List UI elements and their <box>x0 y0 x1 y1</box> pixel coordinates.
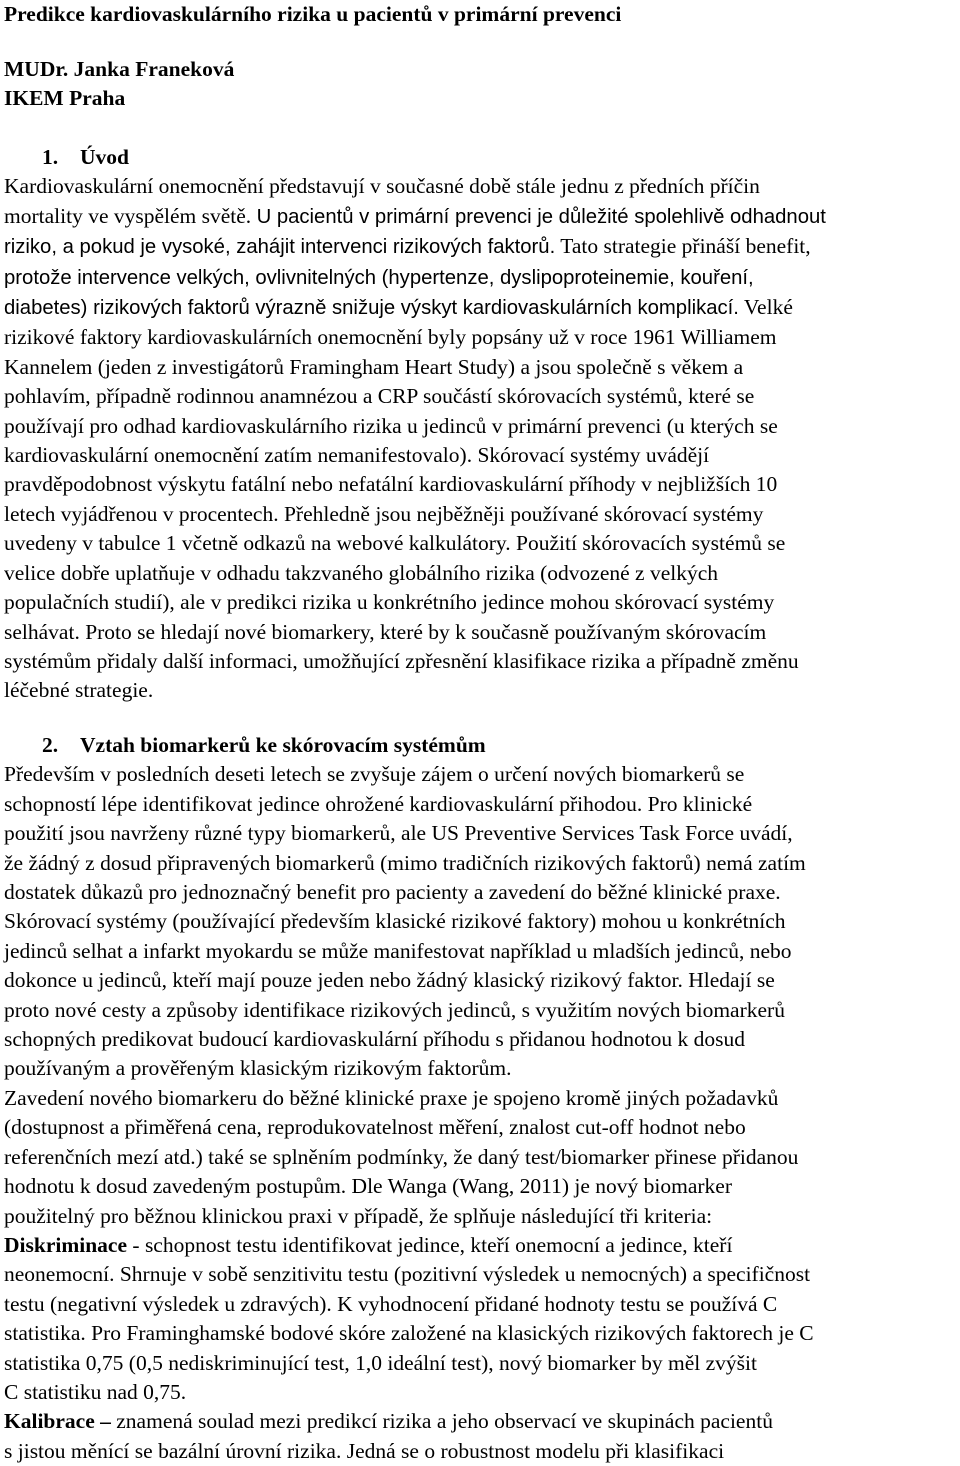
text-line <box>4 529 952 558</box>
text-line <box>4 878 952 907</box>
text-line <box>4 263 952 293</box>
section-1-heading <box>4 143 952 172</box>
text-line <box>4 1407 952 1436</box>
text-run: schopných predikovat budoucí kardiovaskulární příhodu s přidanou hodnotou k dosud <box>4 1027 746 1052</box>
text-run: (dostupnost a přiměřená cena, reprodukovatelnost měření, znalost cut-off hodnot nebo <box>4 1115 746 1140</box>
text-run: proto nové cesty a způsoby identifikace rizikových jedinců, s využitím nových biomarkerů <box>4 997 785 1022</box>
text-run: systémům přidaly další informaci, umožňující zpřesnění klasifikace rizika a případně změnu <box>4 648 799 673</box>
text-line <box>4 907 952 936</box>
text-run: Skórovací systémy (používající především klasické rizikové faktory) mohou u konkrétních <box>4 909 786 934</box>
text-line <box>4 819 952 848</box>
text-run: C statistiku nad 0,75. <box>4 1379 187 1404</box>
author-institution: IKEM Praha <box>4 86 126 111</box>
section-2-body <box>4 760 952 1466</box>
text-run: použitelný pro běžnou klinickou praxi v případě, že splňuje následující tři kriteria: <box>4 1203 713 1228</box>
section-2-number: 2. <box>42 733 59 757</box>
text-line <box>4 293 952 323</box>
text-line <box>4 1202 952 1231</box>
text-run: že žádný z dosud připravených biomarkerů (mimo tradičních rizikových faktorů) nemá zatím <box>4 850 806 875</box>
text-line <box>4 172 952 201</box>
text-line <box>4 559 952 588</box>
text-line <box>4 1290 952 1319</box>
term-label: Diskriminace <box>4 1232 128 1257</box>
text-line <box>4 849 952 878</box>
text-run: uvedeny v tabulce 1 včetně odkazů na webové kalkulátory. Použití skórovacích systémů se <box>4 531 786 556</box>
text-run: Kannelem (jeden z investigátorů Framingham Heart Study) a jsou společně s věkem a <box>4 354 744 379</box>
text-line <box>4 1437 952 1466</box>
text-line <box>4 353 952 382</box>
text-line <box>4 441 952 470</box>
document-header <box>4 0 952 29</box>
text-run: Především v posledních deseti letech se zvyšuje zájem o určení nových biomarkerů se <box>4 762 745 787</box>
text-line <box>4 1025 952 1054</box>
text-run: používaným a prověřeným klasickým rizikovým faktorům. <box>4 1056 512 1081</box>
text-run: léčebné strategie. <box>4 678 154 703</box>
section-1-body <box>4 172 952 705</box>
text-run: protože intervence velkých, ovlivnitelných (hypertenze, dyslipoproteinemie, kouření, <box>4 266 754 289</box>
text-run: letech vyjádřenou v procentech. Přehledně jsou nejběžněji používané skórovací systémy <box>4 501 764 526</box>
text-line <box>4 937 952 966</box>
text-line <box>4 588 952 617</box>
text-run: referenčních mezí atd.) také se splněním podmínky, že daný test/biomarker přinese přidanou <box>4 1144 799 1169</box>
term-label: Kalibrace – <box>4 1409 111 1434</box>
text-run: riziko, a pokud je vysoké, zahájit intervenci rizikových faktorů. <box>4 236 556 259</box>
text-run: s jistou měnící se bazální úrovní rizika. Jedná se o robustnost modelu při klasifikaci <box>4 1438 725 1463</box>
text-line <box>4 966 952 995</box>
text-line <box>4 1054 952 1083</box>
text-run: jedinců selhat a infarkt myokardu se může manifestovat například u mladších jedinců, nebo <box>4 938 792 963</box>
document-title: Predikce kardiovaskulárního rizika u pacientů v primární prevenci <box>4 2 622 26</box>
text-line <box>4 412 952 441</box>
text-line <box>4 1143 952 1172</box>
text-run: používají pro odhad kardiovaskulárního rizika u jedinců v primární prevenci (u kterých se <box>4 413 778 438</box>
text-run: populačních studií), ale v predikci rizika u konkrétního jedince mohou skórovací systémy <box>4 590 775 615</box>
text-line <box>4 500 952 529</box>
text-run: pohlavím, případně rodinnou anamnézou a CRP součástí skórovacích systémů, které se <box>4 384 755 409</box>
text-run: kardiovaskulární onemocnění zatím nemanifestovalo). Skórovací systémy uvádějí <box>4 443 710 468</box>
text-line <box>4 1113 952 1142</box>
text-run: Tato strategie přináší benefit, <box>555 234 811 259</box>
text-line <box>4 647 952 676</box>
text-run: hodnotu k dosud zavedeným postupům. Dle Wanga (Wang, 2011) je nový biomarker <box>4 1174 732 1199</box>
author-block <box>4 55 952 114</box>
text-run: velice dobře uplatňuje v odhadu takzvaného globálního rizika (odvozené z velkých <box>4 560 719 585</box>
section-2-title: Vztah biomarkerů ke skórovacím systémům <box>80 733 486 757</box>
text-line <box>4 1378 952 1407</box>
text-run: U pacientů v primární prevenci je důležité spolehlivě odhadnout <box>256 205 826 228</box>
text-line <box>4 676 952 705</box>
text-line <box>4 470 952 499</box>
text-line <box>4 618 952 647</box>
text-run: - schopnost testu identifikovat jedince, kteří onemocní a jedince, kteří <box>127 1232 733 1257</box>
text-run: dostatek důkazů pro jednoznačný benefit pro pacienty a zavedení do běžné klinické praxe. <box>4 880 781 905</box>
text-line <box>4 232 952 262</box>
text-run: schopností lépe identifikovat jedince ohrožené kardiovaskulární přihodou. Pro klinické <box>4 791 753 816</box>
section-2-heading <box>4 731 952 760</box>
text-run: testu (negativní výsledek u zdravých). K vyhodnocení přidané hodnoty testu se používá C <box>4 1291 778 1316</box>
text-run: Velké <box>738 295 793 320</box>
text-run: Kardiovaskulární onemocnění představují v současné době stále jednu z předních příčin <box>4 174 760 199</box>
text-run: rizikové faktory kardiovaskulárních onemocnění byly popsány už v roce 1961 Williamem <box>4 325 777 350</box>
section-2 <box>4 731 952 1466</box>
text-line <box>4 1084 952 1113</box>
section-1-number: 1. <box>42 145 59 169</box>
text-line <box>4 760 952 789</box>
text-run: Zavedení nového biomarkeru do běžné klinické praxe je spojeno kromě jiných požadavků <box>4 1085 779 1110</box>
text-line <box>4 382 952 411</box>
text-run: použití jsou navrženy různé typy biomarkerů, ale US Preventive Services Task Force uvádí, <box>4 821 793 846</box>
section-1-title: Úvod <box>80 145 129 169</box>
text-line <box>4 202 952 232</box>
text-run: mortality ve vyspělém světě. <box>4 203 257 228</box>
text-run: selhávat. Proto se hledají nové biomarkery, které by k současně používaným skórovacím <box>4 619 767 644</box>
text-run: pravděpodobnost výskytu fatální nebo nefatální kardiovaskulární příhody v nejbližších 10 <box>4 472 778 497</box>
text-line <box>4 1349 952 1378</box>
text-run: diabetes) rizikových faktorů výrazně snižuje výskyt kardiovaskulárních komplikací. <box>4 297 739 320</box>
text-run: statistika. Pro Framinghamské bodové skóre založené na klasických rizikových faktorech je C <box>4 1321 814 1346</box>
section-1 <box>4 143 952 706</box>
text-line <box>4 323 952 352</box>
text-line <box>4 790 952 819</box>
text-run: znamená soulad mezi predikcí rizika a jeho observací ve skupinách pacientů <box>110 1409 773 1434</box>
text-line <box>4 1260 952 1289</box>
text-run: statistika 0,75 (0,5 nediskriminující test, 1,0 ideální test), nový biomarker by měl zvýšit <box>4 1350 757 1375</box>
text-line <box>4 1231 952 1260</box>
text-run: neonemocní. Shrnuje v sobě senzitivitu testu (pozitivní výsledek u nemocných) a specifičnost <box>4 1262 811 1287</box>
text-line <box>4 1172 952 1201</box>
author-name: MUDr. Janka Franeková <box>4 57 235 81</box>
text-run: dokonce u jedinců, kteří mají pouze jeden nebo žádný klasický rizikový faktor. Hledají se <box>4 968 775 993</box>
text-line <box>4 1319 952 1348</box>
text-line <box>4 996 952 1025</box>
